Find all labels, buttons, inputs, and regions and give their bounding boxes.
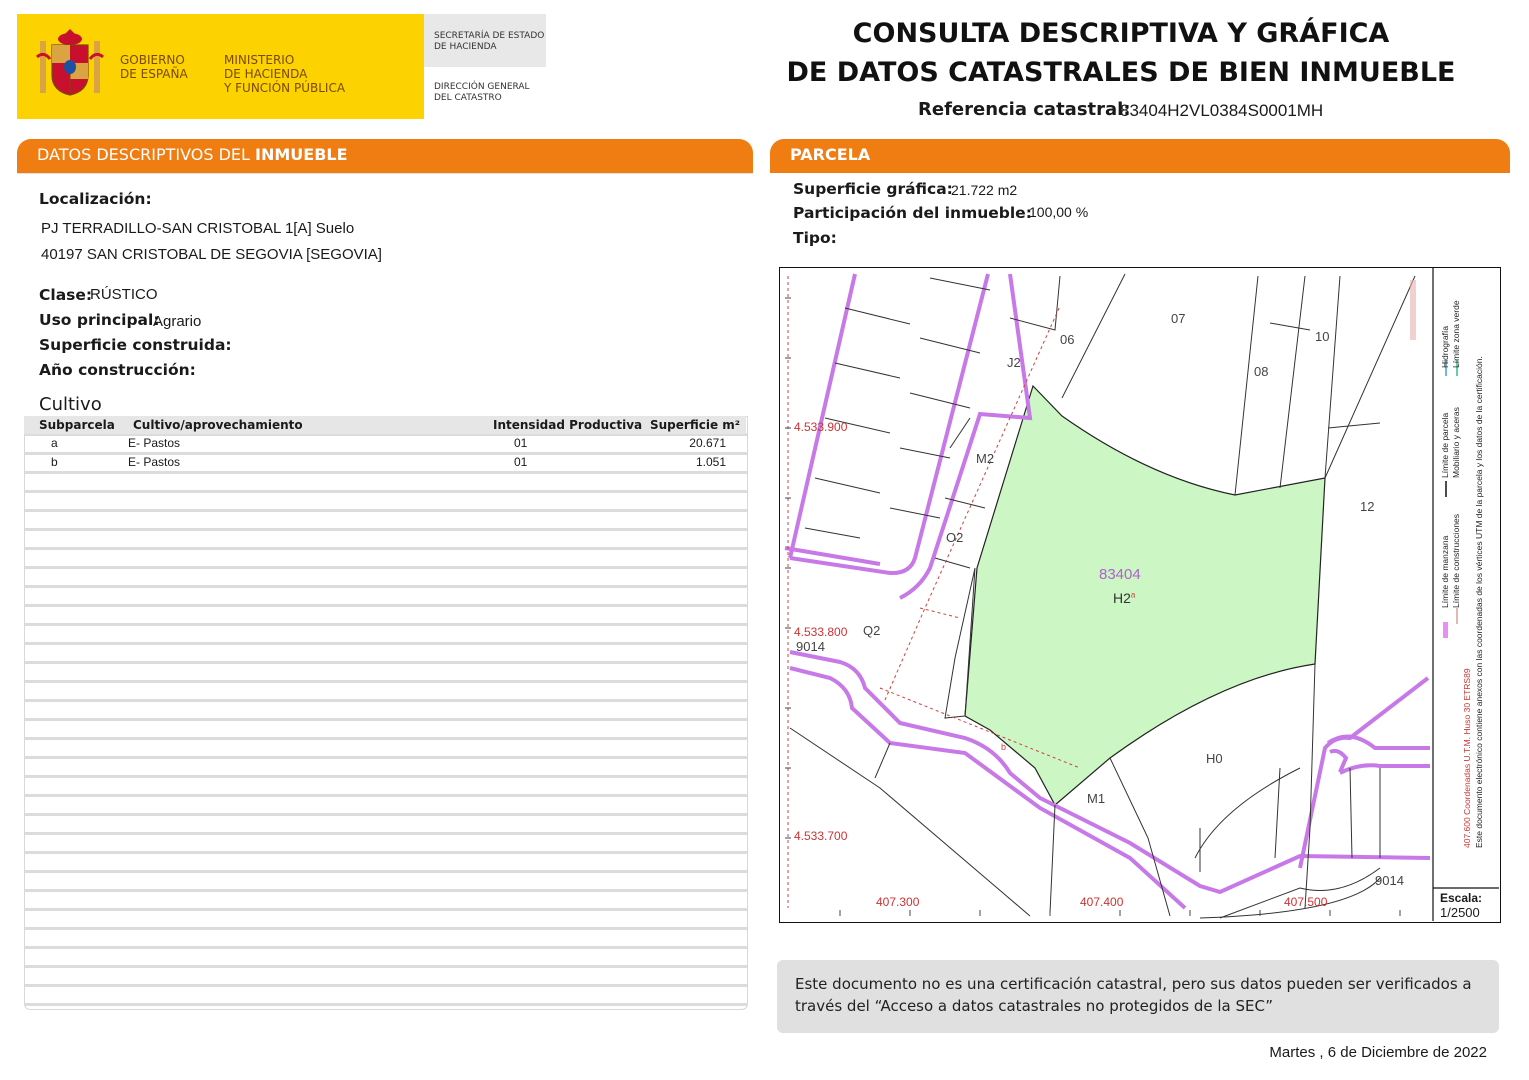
section-header-datos: DATOS DESCRIPTIVOS DEL INMUEBLE [17,139,753,173]
page-title: CONSULTA DESCRIPTIVA Y GRÁFICA DE DATOS CATASTRALES DE BIEN INMUEBLE [786,18,1456,88]
participacion-value: 100,00 % [1029,204,1089,220]
secretaria-name: SECRETARÍA DE ESTADO DE HACIENDA [434,31,545,52]
parcel-83404 [965,386,1325,805]
map-label-Q2: Q2 [863,623,881,638]
map-label-M1: M1 [1087,791,1106,806]
map-label-07: 07 [1171,311,1186,326]
map-label-10: 10 [1315,329,1330,344]
map-label-9014-b: 9014 [1375,873,1404,888]
x-coord-2: 407.400 [1080,895,1124,909]
address-line-1: PJ TERRADILLO-SAN CRISTOBAL 1[A] Suelo [41,220,355,237]
address-line-2: 40197 SAN CRISTOBAL DE SEGOVIA [SEGOVIA] [41,246,382,263]
x-coord-1: 407.300 [876,895,920,909]
cultivo-table-header [24,416,746,434]
tipo-label: Tipo: [793,229,837,247]
superficie-construida-label: Superficie construida: [39,336,232,354]
cultivo-title: Cultivo [39,394,102,415]
parcel-id-label: 83404 [1099,566,1141,583]
document-date: Martes , 6 de Diciembre de 2022 [1269,1044,1487,1061]
subparcel-b-label: b [1001,742,1007,752]
map-label-M2: M2 [976,451,995,466]
map-label-H0: H0 [1206,751,1223,766]
scale-label: Escala: [1440,891,1483,905]
map-legend: Límite de manzana Límite de parcela Hidrografía Límite de construcciones Mobiliario y aceras Límite zona verde 407.600 Coordenadas U.T.M. Huso 30 ETRS89 Este documento electrónico contiene anexos con las coordenadas de los vértices UTM de la parcela y los datos de la certificación. [1440,300,1484,848]
y-coord-3: 4.533.700 [794,829,848,843]
col-subparcela: Subparcela [39,418,115,432]
uso-label: Uso principal: [39,311,160,329]
superficie-grafica-value: 21.722 m2 [951,182,1018,198]
refcat-label: Referencia catastral: [918,99,1131,120]
clase-label: Clase: [39,286,93,304]
map-drawing [780,268,1499,921]
map-label-9014-a: 9014 [796,639,825,654]
uso-value: Agrario [153,313,202,330]
scale-value: 1/2500 [1440,905,1480,920]
participacion-label: Participación del inmueble: [793,204,1032,222]
y-coord-1: 4.533.900 [794,420,848,434]
verification-note: Este documento no es una certificación catastral, pero sus datos pueden ser verificados a través del “Acceso a datos catastrales no protegidos de la SEC” [777,960,1499,1033]
clase-value: RÚSTICO [90,286,158,303]
superficie-grafica-label: Superficie gráfica: [793,180,953,198]
map-label-06: 06 [1060,332,1075,347]
map-label-08: 08 [1254,364,1269,379]
map-label-12: 12 [1360,499,1375,514]
table-row: b E- Pastos 01 1.051 [51,455,726,469]
ministry-name: MINISTERIO DE HACIENDA Y FUNCIÓN PÚBLICA [224,53,346,95]
y-coord-2: 4.533.800 [794,625,848,639]
coat-of-arms-icon [34,27,106,103]
refcat-value: 83404H2VL0384S0001MH [1120,101,1324,120]
cultivo-table [24,416,748,1010]
direccion-name: DIRECCIÓN GENERAL DEL CATASTRO [434,82,530,103]
table-row: a E- Pastos 01 20.671 [51,436,726,450]
col-intensidad: Intensidad Productiva [493,418,643,432]
parcel-sub-label: H2$^a$ [1113,590,1136,606]
x-coord-3: 407.500 [1284,895,1328,909]
map-label-J2: J2 [1007,355,1021,370]
col-cultivo: Cultivo/aprovechamiento [133,418,303,432]
anio-construccion-label: Año construcción: [39,361,196,379]
cadastral-map [779,267,1501,923]
gov-name: GOBIERNO DE ESPAÑA [120,53,188,81]
col-superficie: Superficie m² [650,418,741,432]
map-label-O2: O2 [946,530,964,545]
localizacion-label: Localización: [39,190,152,208]
section-header-parcela: PARCELA [770,139,1510,173]
